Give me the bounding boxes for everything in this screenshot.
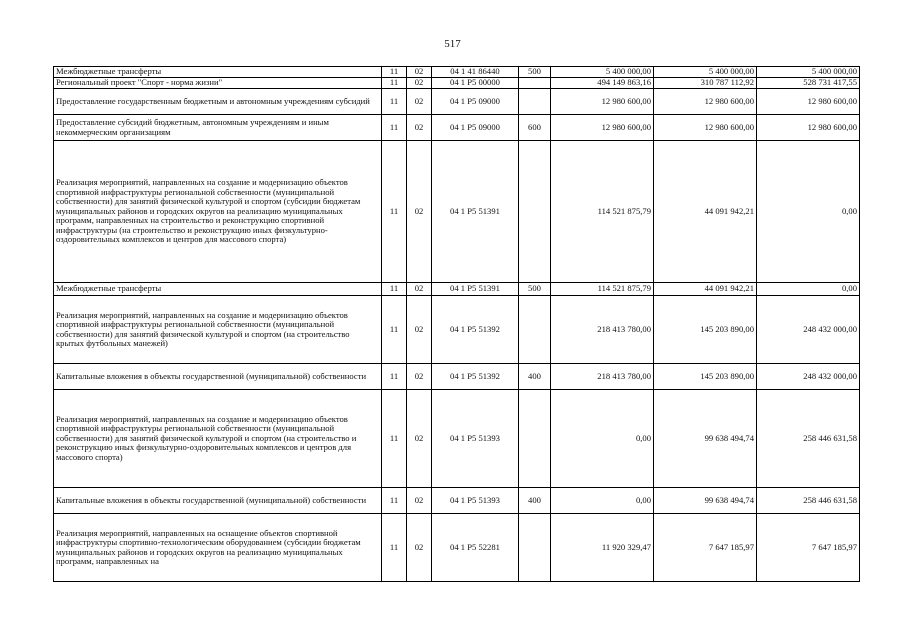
cell-subsection: 02 <box>407 67 432 78</box>
cell-name: Реализация мероприятий, направленных на создание и модернизацию объектов спортивной инфраструктуры региональной собственности (муниципальной собственности) для занятий физической культурой и спортом (субсидии бюджетам муниципальных районов и городских округов на реализацию муниципальных программ, направленных на строительство и реконструкцию спортивной инфраструктуры (на строительство и реконструкцию иных физкультурно-оздоровительных комплексов и центров для массового спорта) <box>54 141 382 283</box>
table-row <box>54 390 860 488</box>
cell-section: 11 <box>382 67 407 78</box>
cell-name: Реализация мероприятий, направленных на создание и модернизацию объектов спортивной инфраструктуры региональной собственности (муниципальной собственности) для занятий физической культурой и спортом (на строительство и реконструкцию иных физкультурно-оздоровительных комплексов и центров для массового спорта) <box>54 390 382 488</box>
cell-name: Предоставление субсидий бюджетным, автономным учреждениям и иным некоммерческим организациям <box>54 115 382 141</box>
table-row <box>54 364 860 390</box>
cell-target-article: 04 1 P5 51393 <box>432 390 519 488</box>
cell-name: Межбюджетные трансферты <box>54 283 382 296</box>
cell-target-article: 04 1 P5 09000 <box>432 89 519 115</box>
table-row <box>54 115 860 141</box>
cell-amount-year2: 44 091 942,21 <box>654 141 757 283</box>
cell-section: 11 <box>382 283 407 296</box>
cell-subsection: 02 <box>407 364 432 390</box>
cell-expense-type: 500 <box>519 67 551 78</box>
table-row <box>54 67 860 78</box>
cell-amount-year2: 12 980 600,00 <box>654 89 757 115</box>
cell-target-article: 04 1 P5 00000 <box>432 78 519 89</box>
cell-amount-year3: 248 432 000,00 <box>757 296 860 364</box>
cell-target-article: 04 1 P5 51393 <box>432 488 519 514</box>
cell-name: Реализация мероприятий, направленных на оснащение объектов спортивной инфраструктуры спортивно-технологическим оборудованием (субсидии бюджетам муниципальных районов и городских округов на реализацию муниципальных программ, направленных на <box>54 514 382 582</box>
cell-amount-year1: 218 413 780,00 <box>551 296 654 364</box>
cell-amount-year3: 12 980 600,00 <box>757 115 860 141</box>
cell-expense-type <box>519 390 551 488</box>
cell-expense-type <box>519 78 551 89</box>
cell-name: Капитальные вложения в объекты государственной (муниципальной) собственности <box>54 364 382 390</box>
cell-amount-year1: 114 521 875,79 <box>551 141 654 283</box>
cell-target-article: 04 1 P5 51392 <box>432 296 519 364</box>
cell-expense-type <box>519 141 551 283</box>
table-row <box>54 514 860 582</box>
cell-subsection: 02 <box>407 283 432 296</box>
cell-amount-year3: 258 446 631,58 <box>757 488 860 514</box>
cell-amount-year1: 494 149 863,16 <box>551 78 654 89</box>
cell-target-article: 04 1 P5 51391 <box>432 141 519 283</box>
cell-expense-type: 600 <box>519 115 551 141</box>
cell-amount-year1: 114 521 875,79 <box>551 283 654 296</box>
cell-target-article: 04 1 P5 09000 <box>432 115 519 141</box>
cell-section: 11 <box>382 141 407 283</box>
table-row <box>54 488 860 514</box>
cell-name: Капитальные вложения в объекты государственной (муниципальной) собственности <box>54 488 382 514</box>
cell-amount-year1: 12 980 600,00 <box>551 115 654 141</box>
cell-subsection: 02 <box>407 89 432 115</box>
cell-section: 11 <box>382 296 407 364</box>
cell-amount-year2: 99 638 494,74 <box>654 488 757 514</box>
cell-amount-year1: 11 920 329,47 <box>551 514 654 582</box>
cell-amount-year2: 7 647 185,97 <box>654 514 757 582</box>
cell-amount-year3: 0,00 <box>757 283 860 296</box>
cell-target-article: 04 1 41 86440 <box>432 67 519 78</box>
cell-name: Реализация мероприятий, направленных на создание и модернизацию объектов спортивной инфраструктуры региональной собственности (муниципальной собственности) для занятий физической культурой и спортом (на строительство крытых футбольных манежей) <box>54 296 382 364</box>
cell-expense-type: 500 <box>519 283 551 296</box>
cell-section: 11 <box>382 364 407 390</box>
cell-section: 11 <box>382 78 407 89</box>
cell-expense-type <box>519 514 551 582</box>
cell-amount-year3: 5 400 000,00 <box>757 67 860 78</box>
cell-name: Межбюджетные трансферты <box>54 67 382 78</box>
cell-amount-year2: 12 980 600,00 <box>654 115 757 141</box>
cell-expense-type <box>519 296 551 364</box>
cell-amount-year1: 5 400 000,00 <box>551 67 654 78</box>
cell-amount-year1: 0,00 <box>551 390 654 488</box>
cell-expense-type: 400 <box>519 488 551 514</box>
cell-name: Региональный проект "Спорт - норма жизни" <box>54 78 382 89</box>
cell-subsection: 02 <box>407 141 432 283</box>
cell-amount-year2: 310 787 112,92 <box>654 78 757 89</box>
cell-target-article: 04 1 P5 51391 <box>432 283 519 296</box>
cell-subsection: 02 <box>407 514 432 582</box>
cell-subsection: 02 <box>407 115 432 141</box>
cell-amount-year3: 7 647 185,97 <box>757 514 860 582</box>
table-row <box>54 141 860 283</box>
cell-expense-type: 400 <box>519 364 551 390</box>
cell-amount-year3: 248 432 000,00 <box>757 364 860 390</box>
cell-amount-year2: 44 091 942,21 <box>654 283 757 296</box>
cell-amount-year1: 0,00 <box>551 488 654 514</box>
cell-amount-year3: 12 980 600,00 <box>757 89 860 115</box>
cell-subsection: 02 <box>407 296 432 364</box>
table-row <box>54 78 860 89</box>
cell-section: 11 <box>382 115 407 141</box>
cell-target-article: 04 1 P5 51392 <box>432 364 519 390</box>
cell-amount-year1: 12 980 600,00 <box>551 89 654 115</box>
cell-section: 11 <box>382 514 407 582</box>
budget-table <box>53 66 860 582</box>
cell-amount-year3: 258 446 631,58 <box>757 390 860 488</box>
cell-amount-year2: 5 400 000,00 <box>654 67 757 78</box>
cell-subsection: 02 <box>407 488 432 514</box>
cell-section: 11 <box>382 89 407 115</box>
page-number: 517 <box>444 38 461 50</box>
cell-name: Предоставление государственным бюджетным и автономным учреждениям субсидий <box>54 89 382 115</box>
cell-expense-type <box>519 89 551 115</box>
cell-target-article: 04 1 P5 52281 <box>432 514 519 582</box>
cell-amount-year2: 145 203 890,00 <box>654 364 757 390</box>
cell-amount-year3: 528 731 417,55 <box>757 78 860 89</box>
cell-subsection: 02 <box>407 78 432 89</box>
cell-subsection: 02 <box>407 390 432 488</box>
cell-amount-year2: 99 638 494,74 <box>654 390 757 488</box>
table-row <box>54 296 860 364</box>
table-row <box>54 89 860 115</box>
cell-amount-year2: 145 203 890,00 <box>654 296 757 364</box>
table-row <box>54 283 860 296</box>
cell-amount-year3: 0,00 <box>757 141 860 283</box>
cell-amount-year1: 218 413 780,00 <box>551 364 654 390</box>
cell-section: 11 <box>382 390 407 488</box>
cell-section: 11 <box>382 488 407 514</box>
